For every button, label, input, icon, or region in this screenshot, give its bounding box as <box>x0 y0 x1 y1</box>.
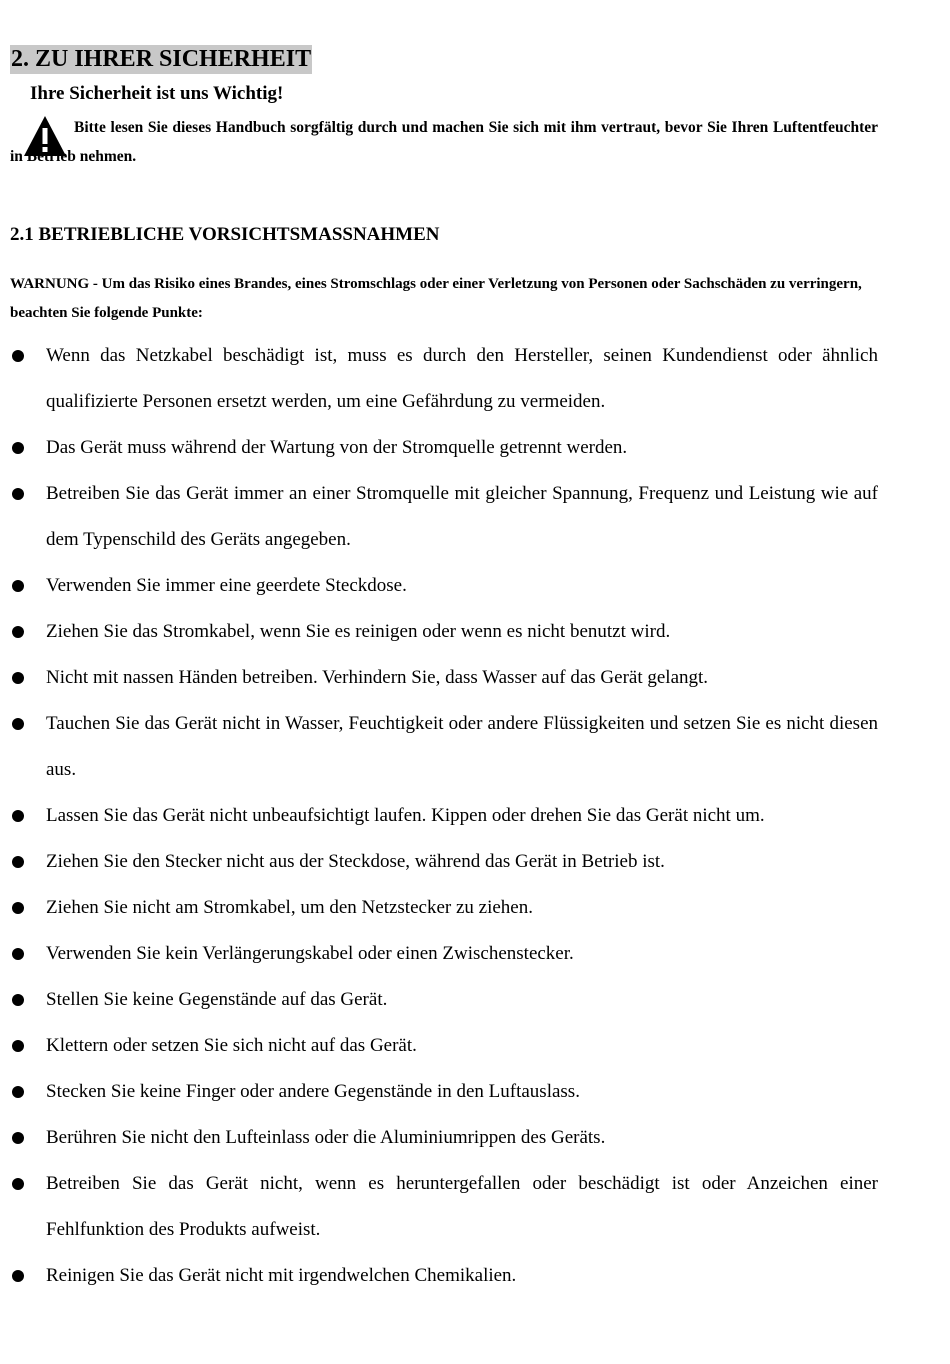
bullet-icon <box>12 718 24 730</box>
list-item <box>10 563 878 609</box>
bullet-icon <box>12 1086 24 1098</box>
list-item <box>10 333 878 425</box>
list-item-text: Stecken Sie keine Finger oder andere Gegenstände in den Luftauslass. <box>46 1081 580 1102</box>
list-item-text: Stellen Sie keine Gegenstände auf das Gerät. <box>46 989 388 1010</box>
bullet-icon <box>12 580 24 592</box>
bullet-icon <box>12 1132 24 1144</box>
bullet-icon <box>12 948 24 960</box>
list-item <box>10 1253 878 1299</box>
list-item <box>10 885 878 931</box>
list-item-text: Betreiben Sie das Gerät nicht, wenn es heruntergefallen oder beschädigt ist oder Anzeichen einer Fehlfunktion des Produkts aufweist. <box>46 1173 878 1240</box>
list-item <box>10 471 878 563</box>
list-item <box>10 425 878 471</box>
bullet-icon <box>12 488 24 500</box>
subsection-title: 2.1 BETRIEBLICHE VORSICHTSMASSNAHMEN <box>10 224 440 245</box>
bullet-icon <box>12 994 24 1006</box>
precautions-list <box>10 333 878 1299</box>
list-item-text: Betreiben Sie das Gerät immer an einer Stromquelle mit gleicher Spannung, Frequenz und Leistung wie auf dem Typenschild des Geräts angegeben. <box>46 483 878 550</box>
warning-text: WARNUNG - Um das Risiko eines Brandes, eines Stromschlags oder einer Verletzung von Personen oder Sachschäden zu verringern, beachten Sie folgende Punkte: <box>10 276 862 321</box>
bullet-icon <box>12 350 24 362</box>
bullet-icon <box>12 1040 24 1052</box>
bullet-icon <box>12 442 24 454</box>
list-item-text: Klettern oder setzen Sie sich nicht auf das Gerät. <box>46 1035 417 1056</box>
list-item-text: Lassen Sie das Gerät nicht unbeaufsichtigt laufen. Kippen oder drehen Sie das Gerät nicht um. <box>46 805 765 826</box>
list-item-text: Verwenden Sie kein Verlängerungskabel oder einen Zwischenstecker. <box>46 943 574 964</box>
list-item <box>10 1161 878 1253</box>
subtitle: Ihre Sicherheit ist uns Wichtig! <box>30 83 284 104</box>
bullet-icon <box>12 1178 24 1190</box>
list-item <box>10 1115 878 1161</box>
bullet-icon <box>12 672 24 684</box>
bullet-icon <box>12 626 24 638</box>
section-title: 2. ZU IHRER SICHERHEIT <box>11 46 312 72</box>
list-item <box>10 1069 878 1115</box>
bullet-icon <box>12 810 24 822</box>
list-item <box>10 931 878 977</box>
list-item <box>10 977 878 1023</box>
intro-text: Bitte lesen Sie dieses Handbuch sorgfältig durch und machen Sie sich mit ihm vertraut, bevor Sie Ihren Luftentfeuchter in Betrieb nehmen. <box>10 119 878 165</box>
list-item <box>10 793 878 839</box>
bullet-icon <box>12 902 24 914</box>
list-item-text: Ziehen Sie das Stromkabel, wenn Sie es reinigen oder wenn es nicht benutzt wird. <box>46 621 671 642</box>
list-item-text: Tauchen Sie das Gerät nicht in Wasser, Feuchtigkeit oder andere Flüssigkeiten und setzen Sie es nicht diesen aus. <box>46 713 878 780</box>
bullet-icon <box>12 856 24 868</box>
list-item-text: Verwenden Sie immer eine geerdete Steckdose. <box>46 575 407 596</box>
list-item-text: Das Gerät muss während der Wartung von der Stromquelle getrennt werden. <box>46 437 628 458</box>
list-item-text: Nicht mit nassen Händen betreiben. Verhindern Sie, dass Wasser auf das Gerät gelangt. <box>46 667 709 688</box>
list-item <box>10 655 878 701</box>
list-item <box>10 609 878 655</box>
list-item <box>10 701 878 793</box>
list-item <box>10 1023 878 1069</box>
list-item-text: Berühren Sie nicht den Lufteinlass oder die Aluminiumrippen des Geräts. <box>46 1127 606 1148</box>
list-item-text: Ziehen Sie den Stecker nicht aus der Steckdose, während das Gerät in Betrieb ist. <box>46 851 665 872</box>
bullet-icon <box>12 1270 24 1282</box>
list-item <box>10 839 878 885</box>
list-item-text: Ziehen Sie nicht am Stromkabel, um den Netzstecker zu ziehen. <box>46 897 533 918</box>
list-item-text: Wenn das Netzkabel beschädigt ist, muss es durch den Hersteller, seinen Kundendienst oder ähnlich qualifizierte Personen ersetzt werden, um eine Gefährdung zu vermeiden. <box>46 345 878 412</box>
list-item-text: Reinigen Sie das Gerät nicht mit irgendwelchen Chemikalien. <box>46 1265 517 1286</box>
